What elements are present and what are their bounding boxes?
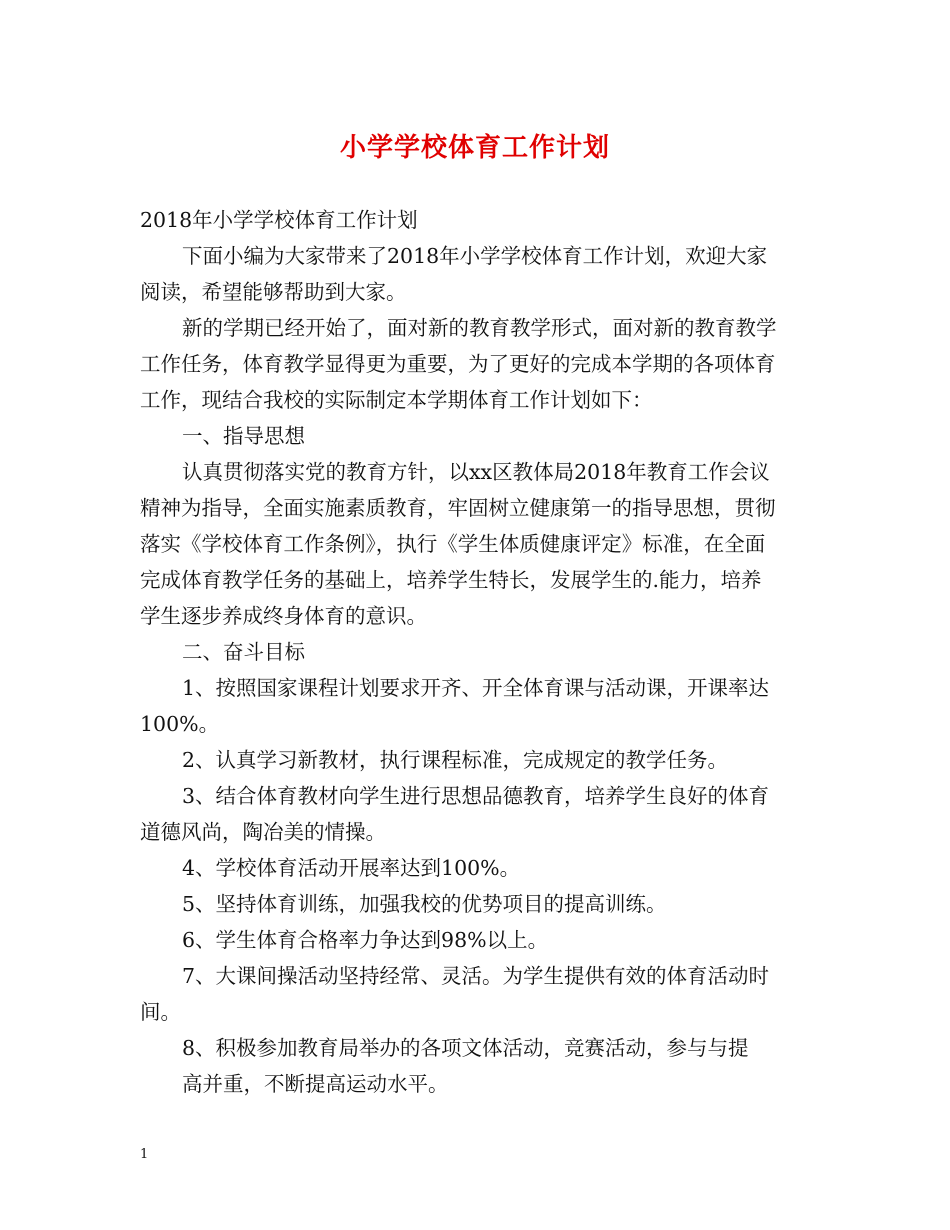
goal-item-1-cont: 100%。 [140,712,220,736]
goal-item-5: 5、坚持体育训练，加强我校的优势项目的提高训练。 [182,892,667,916]
goal-item-4: 4、学校体育活动开展率达到100%。 [182,856,521,880]
paragraph-line: 工作，现结合我校的实际制定本学期体育工作计划如下： [140,388,653,412]
paragraph-line: 落实《学校体育工作条例》，执行《学生体质健康评定》标准，在全面 [140,532,766,556]
goal-item-7: 7、大课间操活动坚持经常、灵活。为学生提供有效的体育活动时 [182,964,770,988]
goal-item-3-cont: 道德风尚，陶冶美的情操。 [140,820,386,844]
paragraph-line: 学生逐步养成终身体育的意识。 [140,604,427,628]
goal-item-8: 8、积极参加教育局举办的各项文体活动，竞赛活动，参与与提 [182,1036,749,1060]
goal-item-6: 6、学生体育合格率力争达到98%以上。 [182,928,549,952]
subtitle-line: 2018年小学学校体育工作计划 [140,208,418,232]
section-heading-goals: 二、奋斗目标 [182,640,305,664]
goal-item-1: 1、按照国家课程计划要求开齐、开全体育课与活动课，开课率达 [182,676,770,700]
paragraph-line: 精神为指导，全面实施素质教育，牢固树立健康第一的指导思想，贯彻 [140,496,776,520]
goal-item-3: 3、结合体育教材向学生进行思想品德教育，培养学生良好的体育 [182,784,770,808]
paragraph-line: 新的学期已经开始了，面对新的教育教学形式，面对新的教育教学 [182,316,777,340]
intro-line-2: 阅读，希望能够帮助到大家。 [140,280,407,304]
goal-item-7-cont: 间。 [140,1000,181,1024]
document-title: 小学学校体育工作计划 [339,133,610,163]
paragraph-line: 工作任务，体育教学显得更为重要，为了更好的完成本学期的各项体育 [140,352,776,376]
goal-item-8-cont: 高并重，不断提高运动水平。 [182,1072,449,1096]
page-number: 1 [140,1147,149,1162]
section-heading-guiding-thought: 一、指导思想 [182,424,305,448]
intro-line-1: 下面小编为大家带来了2018年小学学校体育工作计划，欢迎大家 [182,244,768,268]
document-body [140,202,812,1102]
goal-item-2: 2、认真学习新教材，执行课程标准，完成规定的教学任务。 [182,748,729,772]
paragraph-line: 认真贯彻落实党的教育方针，以xx区教体局2018年教育工作会议 [182,460,770,484]
paragraph-line: 完成体育教学任务的基础上，培养学生特长，发展学生的.能力，培养 [140,568,762,592]
